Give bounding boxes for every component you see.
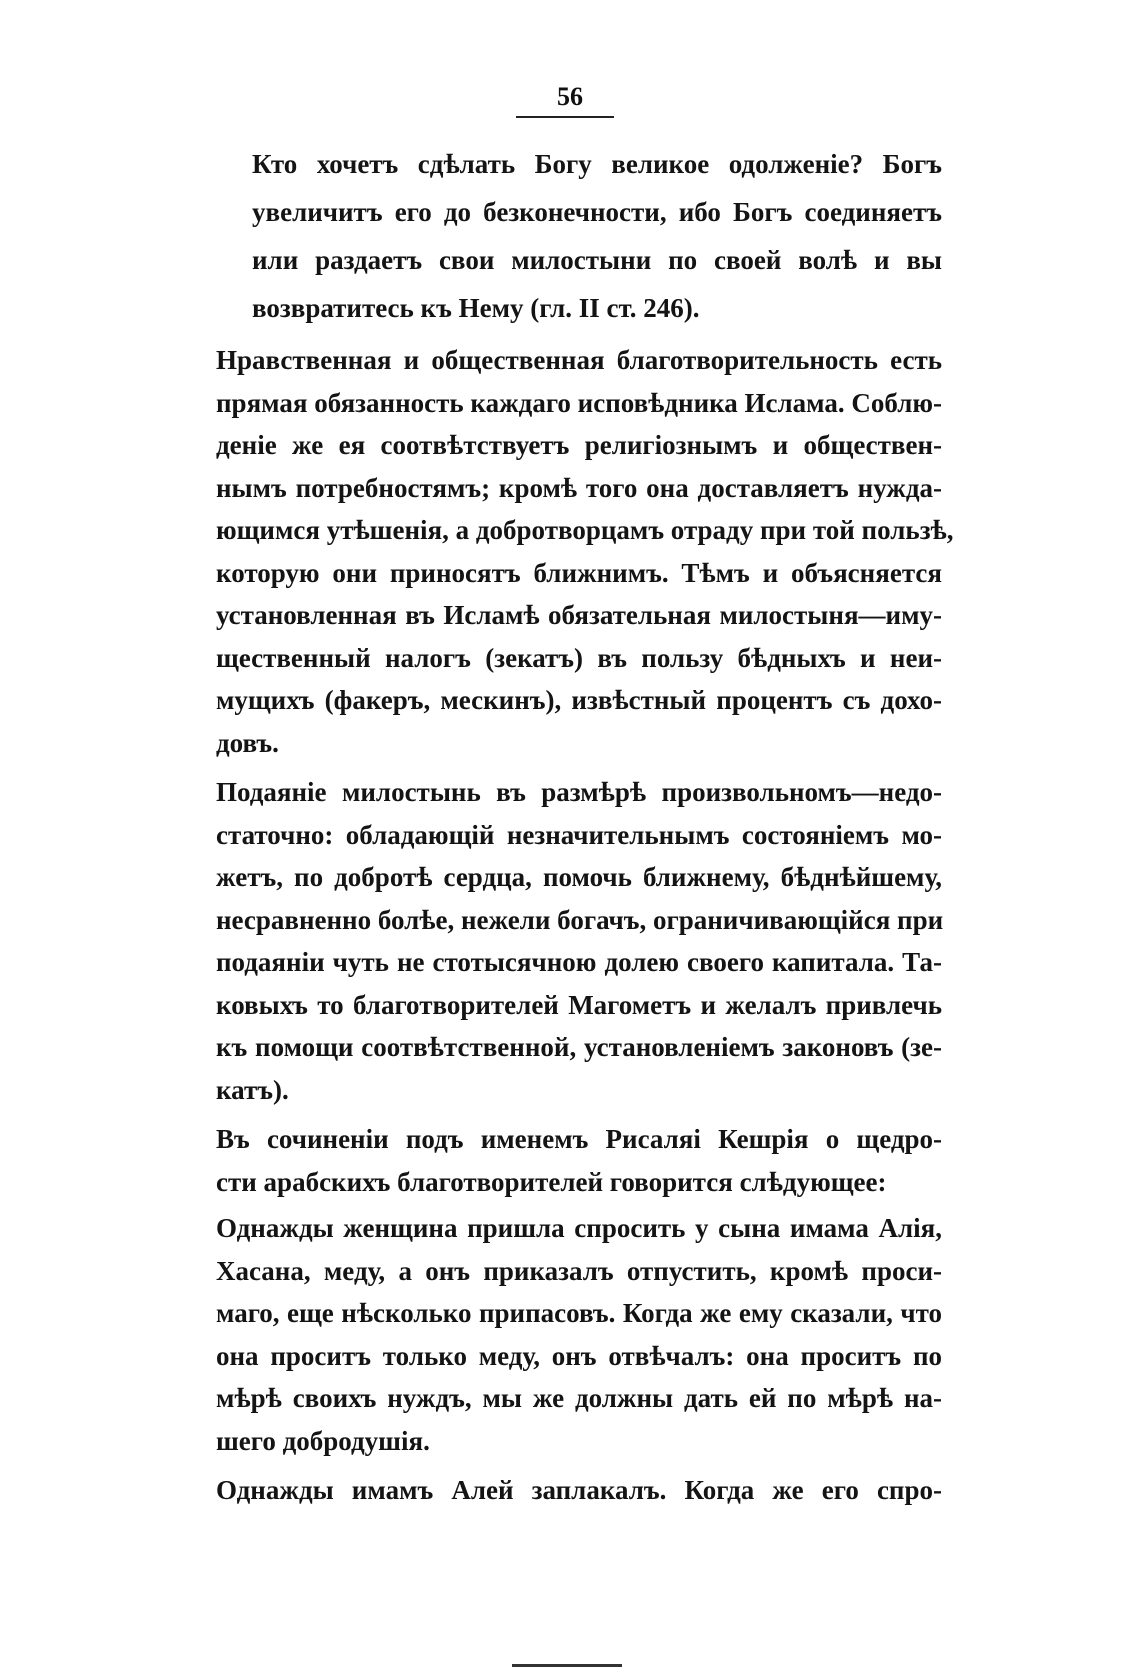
text-line: ющимся утѣшенія, а добротворцамъ отраду при той пользѣ, bbox=[216, 515, 954, 545]
paragraph-alms bbox=[180, 771, 942, 1111]
page-body bbox=[180, 140, 954, 1512]
paragraph-ali-story bbox=[180, 1469, 942, 1512]
text-line: установленная въ Исламѣ обязательная милостыня—иму- bbox=[216, 600, 942, 630]
bottom-rule bbox=[512, 1664, 622, 1667]
page-number-rule bbox=[516, 116, 614, 118]
text-line: Подаяніе милостынь въ размѣрѣ произвольномъ—недо- bbox=[216, 777, 942, 807]
text-line: которую они приносятъ ближнимъ. Тѣмъ и объясняется bbox=[216, 557, 942, 588]
quote-line: увеличитъ его до безконечности, ибо Богъ соединяетъ bbox=[252, 197, 942, 227]
text-line: подаяніи чуть не стотысячною долею своего капитала. Та- bbox=[216, 947, 942, 977]
quote-line: или раздаетъ свои милостыни по своей волѣ и вы bbox=[252, 245, 942, 275]
text-line: щественный налогъ (зекатъ) въ пользу бѣдныхъ и неи- bbox=[216, 642, 942, 673]
text-line: шего добродушія. bbox=[216, 1425, 430, 1456]
text-line: несравненно болѣе, нежели богачъ, ограничивающійся при bbox=[216, 904, 944, 935]
text-line: довъ. bbox=[216, 727, 279, 758]
quote-line: возвратитесь къ Нему (гл. II ст. 246). bbox=[252, 293, 700, 323]
text-line: катъ). bbox=[216, 1074, 289, 1105]
text-line: деніе же ея соотвѣтствуетъ религіознымъ и обществен- bbox=[216, 430, 942, 460]
paragraph-risala bbox=[180, 1118, 942, 1203]
text-line: она проситъ только меду, онъ отвѣчалъ: она проситъ по bbox=[216, 1340, 942, 1371]
text-line: маго, еще нѣсколько припасовъ. Когда же ему сказали, что bbox=[216, 1298, 942, 1328]
text-line: прямая обязанность каждаго исповѣдника Ислама. Соблю- bbox=[216, 387, 942, 418]
text-line: сти арабскихъ благотворителей говорится слѣдующее: bbox=[216, 1166, 887, 1197]
text-line: мѣрѣ своихъ нуждъ, мы же должны дать ей по мѣрѣ на- bbox=[216, 1383, 942, 1413]
text-line: Въ сочиненіи подъ именемъ Рисаляі Кешрія о щедро- bbox=[216, 1124, 942, 1154]
text-line: ковыхъ то благотворителей Магометъ и желалъ привлечь bbox=[216, 989, 942, 1020]
paragraph-hasan-story bbox=[180, 1207, 942, 1462]
text-line: Нравственная и общественная благотворительность есть bbox=[216, 345, 942, 375]
text-line: нымъ потребностямъ; кромѣ того она доставляетъ нужда- bbox=[216, 472, 942, 503]
text-line: мущихъ (факеръ, мескинъ), извѣстный процентъ съ дохо- bbox=[216, 685, 942, 715]
text-line: Хасана, меду, а онъ приказалъ отпустить, кромѣ проси- bbox=[216, 1255, 942, 1286]
text-line: статочно: обладающій незначительнымъ состояніемъ мо- bbox=[216, 819, 942, 850]
text-line: Однажды женщина пришла спросить у сына имама Алія, bbox=[216, 1213, 942, 1243]
text-line: Однажды имамъ Алей заплакалъ. Когда же его спро- bbox=[216, 1475, 942, 1505]
text-line: къ помощи соотвѣтственной, установленіемъ законовъ (зе- bbox=[216, 1032, 942, 1062]
quran-quote bbox=[252, 140, 942, 332]
quote-line: Кто хочетъ сдѣлать Богу великое одолженіе? Богъ bbox=[252, 149, 942, 179]
text-line: жетъ, по добротѣ сердца, помочь ближнему, бѣднѣйшему, bbox=[216, 862, 942, 892]
paragraph-charity bbox=[180, 339, 954, 764]
page-number: 56 bbox=[557, 82, 583, 111]
